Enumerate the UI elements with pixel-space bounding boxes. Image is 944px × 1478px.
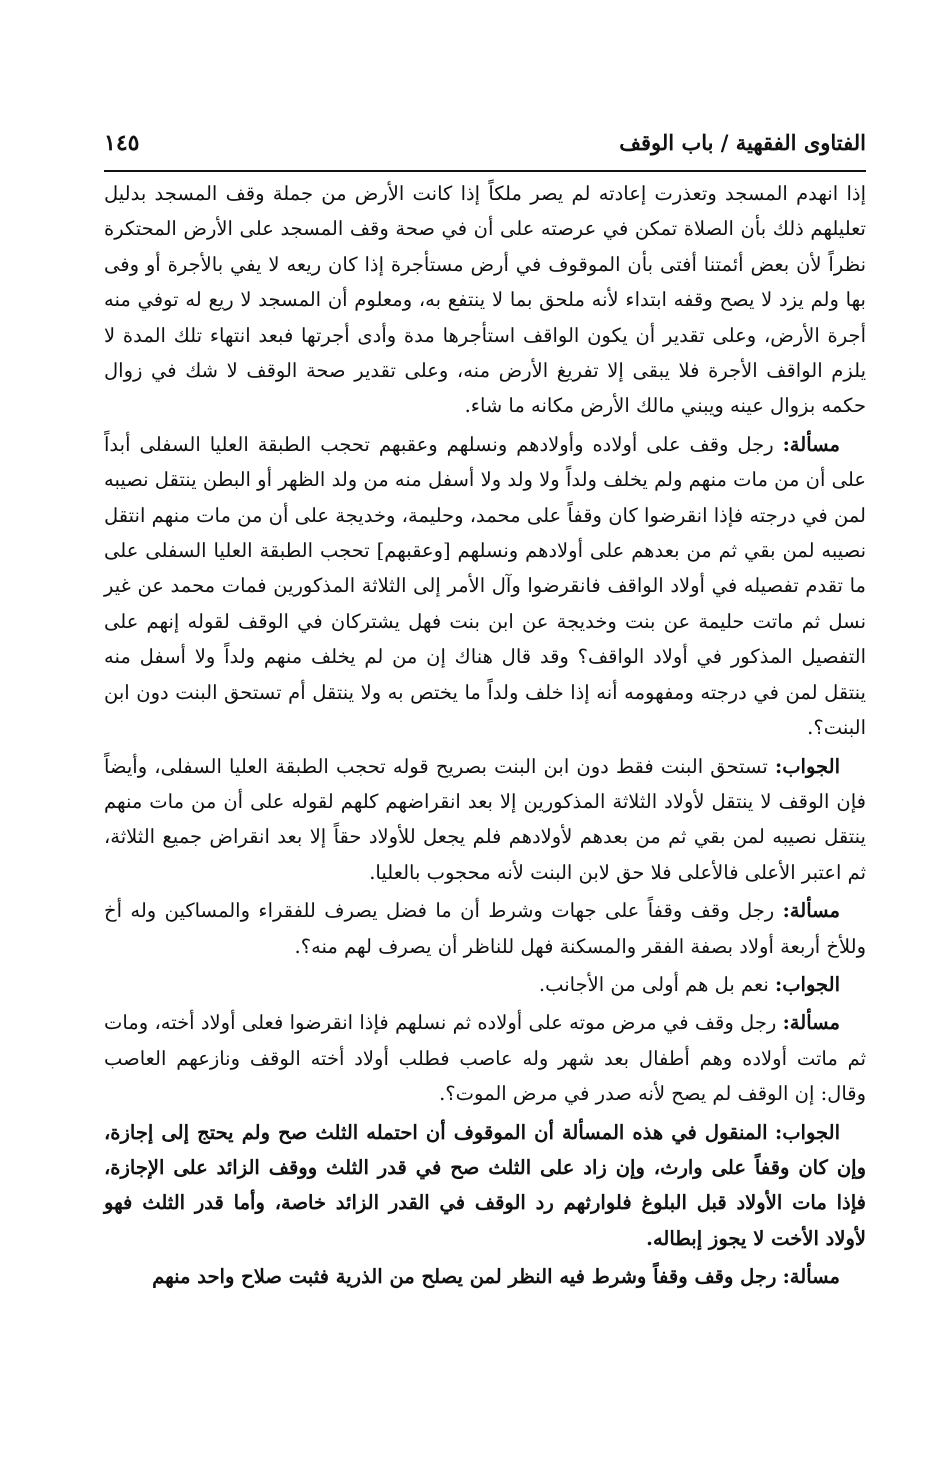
- page-number: ١٤٥: [104, 130, 140, 156]
- body-text: [104, 176, 866, 1298]
- answer-label: الجواب:: [775, 972, 840, 996]
- paragraph-answer: [104, 967, 866, 1002]
- question-label: مسألة:: [782, 1265, 840, 1289]
- paragraph-text: تستحق البنت فقط دون ابن البنت بصريح قوله تحجب الطبقة العليا السفلى، وأيضاً فإن الوقف لا ينتقل لأولاد الثلاثة المذكورين إلا بعد انقراضهم كلهم لقوله على أن من مات منهم ينتقل نصيبه لمن بقي ثم من بعدهم لأولادهم فلم يجعل للأولاد حقاً إلا بعد انقراض جميع الثلاثة، ثم اعتبر الأعلى فالأعلى فلا حق لابن البنت لأنه محجوب بالعليا.: [104, 754, 866, 884]
- paragraph-question: [104, 1005, 866, 1111]
- running-head: الفتاوى الفقهية / باب الوقف: [619, 130, 866, 155]
- paragraph-question: [104, 1259, 866, 1294]
- paragraph-question: [104, 893, 866, 964]
- paragraph-text: المنقول في هذه المسألة أن الموقوف أن احتمله الثلث صح ولم يحتج إلى إجازة، وإن كان وقفاً على وارث، وإن زاد على الثلث صح في قدر الثلث ووقف الزائد على الإجازة، فإذا مات الأولاد قبل البلوغ فلوارثهم رد الوقف في القدر الزائد خاصة، وأما قدر الثلث فهو لأولاد الأخت لا يجوز إبطاله.: [104, 1120, 866, 1250]
- paragraph-text: رجل وقف في مرض موته على أولاده ثم نسلهم فإذا انقرضوا فعلى أولاد أخته، ومات ثم ماتت أولاده وهم أطفال بعد شهر وله عاصب فطلب أولاد أخته الوقف ونازعهم العاصب وقال: إن الوقف لم يصح لأنه صدر في مرض الموت؟.: [104, 1011, 866, 1106]
- question-label: مسألة:: [782, 899, 840, 923]
- paragraph-text: رجل وقف على أولاده وأولادهم ونسلهم وعقبهم تحجب الطبقة العليا السفلى أبداً على أن من مات منهم ولم يخلف ولداً ولا ولد ولا أسفل منه من ولد الظهر أو البطن ينتقل نصيبه لمن في درجته فإذا انقرضوا كان وقفاً على محمد، وحليمة، وخديجة على أن من مات منهم انتقل نصيبه لمن بقي ثم من بعدهم على أولادهم ونسلهم [وعقبهم] تحجب الطبقة العليا السفلى على ما تقدم تفصيله في أولاد الواقف فانقرضوا وآل الأمر إلى الثلاثة المذكورين فمات محمد عن غير نسل ثم ماتت حليمة عن بنت وخديجة عن ابن بنت فهل يشتركان في الوقف لقوله إنهم على التفصيل المذكور في أولاد الواقف؟ وقد قال هناك إن من لم يخلف منهم ولداً ولا أسفل منه ينتقل لمن في درجته ومفهومه أنه إذا خلف ولداً ما يختص به ولا ينتقل أم تستحق البنت دون ابن البنت؟.: [104, 432, 866, 740]
- question-label: مسألة:: [782, 432, 840, 456]
- question-label: مسألة:: [782, 1011, 840, 1035]
- answer-label: الجواب:: [775, 754, 840, 778]
- paragraph-text: رجل وقف وقفاً وشرط فيه النظر لمن يصلح من الذرية فثبت صلاح واحد منهم: [152, 1265, 777, 1289]
- paragraph-text: رجل وقف وقفاً على جهات وشرط أن ما فضل يصرف للفقراء والمساكين وله أخ وللأخ أربعة أولاد بصفة الفقر والمسكنة فهل للناظر أن يصرف لهم منه؟.: [104, 899, 866, 958]
- paragraph-answer: [104, 1115, 866, 1257]
- answer-label: الجواب:: [775, 1120, 840, 1144]
- paragraph-question: [104, 427, 866, 746]
- paragraph-continuation: [104, 176, 866, 424]
- paragraph-text: إذا انهدم المسجد وتعذرت إعادته لم يصر ملكاً إذا كانت الأرض من جملة وقف المسجد بدليل تعليلهم ذلك بأن الصلاة تمكن في عرصته على أن في صحة وقف المسجد على الأرض المحتكرة نظراً لأن بعض أئمتنا أفتى بأن الموقوف في أرض مستأجرة إذا كان ريعه لا يفي بالأجرة أو وفى بها ولم يزد لا يصح وقفه ابتداء لأنه ملحق بما لا ينتفع به، ومعلوم أن المسجد لا ريع له توفي منه أجرة الأرض، وعلى تقدير أن يكون الواقف استأجرها مدة وأدى أجرتها فبعد انتهاء تلك المدة لا يلزم الواقف الأجرة فلا يبقى إلا تفريغ الأرض منه، وعلى تقدير صحة الوقف لا شك في زوال حكمه بزوال عينه ويبني مالك الأرض مكانه ما شاء.: [104, 182, 866, 418]
- page-header: [104, 126, 866, 162]
- paragraph-text: نعم بل هم أولى من الأجانب.: [538, 972, 769, 996]
- header-rule: [104, 170, 866, 172]
- paragraph-answer: [104, 749, 866, 891]
